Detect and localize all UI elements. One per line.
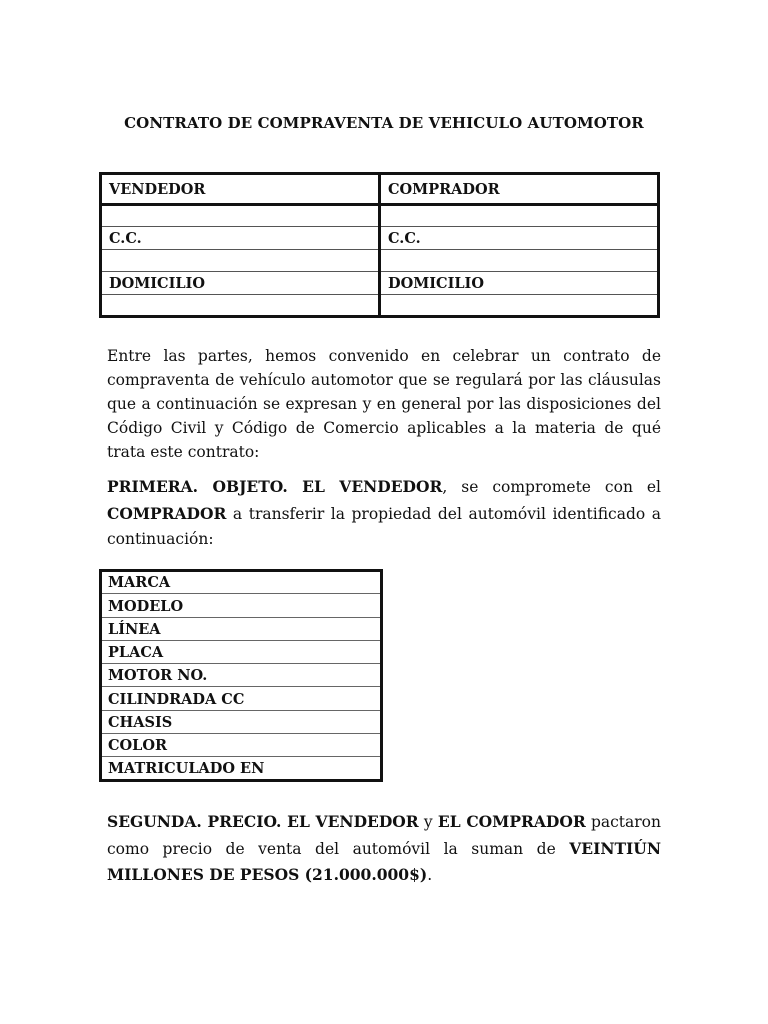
vehicle-field-label: MARCA xyxy=(108,574,171,592)
clause-second xyxy=(107,809,661,889)
vehicle-row xyxy=(101,710,382,733)
clause-second-text-2: pactaron como precio de venta del automóvil la suman de xyxy=(107,813,661,858)
clause-first-text-1: , se compromete con el xyxy=(442,478,661,496)
id-label-row xyxy=(101,227,659,250)
vehicle-table-body xyxy=(101,571,382,781)
vehicle-field-label: CILINDRADA CC xyxy=(101,687,382,710)
parties-table xyxy=(99,172,660,318)
document-title: CONTRATO DE COMPRAVENTA DE VEHICULO AUTOMOTOR xyxy=(124,114,644,132)
clause-first-heading: PRIMERA. OBJETO. EL VENDEDOR xyxy=(107,477,443,496)
seller-name-cell[interactable] xyxy=(101,205,380,227)
vehicle-field-label: MATRICULADO EN xyxy=(101,757,382,780)
intro-paragraph: Entre las partes, hemos convenido en celebrar un contrato de compraventa de vehículo automotor que se regulará por las cláusulas que a continuación se expresan y en general por las disposiciones del Código Civil y Código de Comercio aplicables a la materia de qué trata este contrato: xyxy=(107,347,661,461)
parties-header-row xyxy=(101,174,659,205)
seller-id-label: C.C. xyxy=(101,227,380,250)
buyer-id-label: C.C. xyxy=(380,227,659,250)
buyer-header: COMPRADOR xyxy=(380,174,659,205)
clause-second-text-3: . xyxy=(427,866,433,884)
seller-address-cell[interactable] xyxy=(101,295,380,317)
vehicle-field-label: LÍNEA xyxy=(101,617,382,640)
vehicle-field-label: PLACA xyxy=(101,640,382,663)
vehicle-field-label: CHASIS xyxy=(101,710,382,733)
buyer-address-label: DOMICILIO xyxy=(380,272,659,295)
buyer-address-cell[interactable] xyxy=(380,295,659,317)
vehicle-row xyxy=(101,687,382,710)
clause-second-heading: SEGUNDA. PRECIO. EL VENDEDOR xyxy=(107,812,419,831)
vehicle-field-label: COLOR xyxy=(101,734,382,757)
vehicle-row xyxy=(101,757,382,780)
address-value-row xyxy=(101,295,659,317)
buyer-name-cell[interactable] xyxy=(380,205,659,227)
vehicle-row xyxy=(101,734,382,757)
vehicle-row xyxy=(101,571,382,594)
clause-first-buyer: COMPRADOR xyxy=(107,503,227,523)
seller-id-cell[interactable] xyxy=(101,250,380,272)
vehicle-field-label: MODELO xyxy=(101,594,382,617)
id-value-row xyxy=(101,250,659,272)
vehicle-row xyxy=(101,664,382,687)
vehicle-table xyxy=(99,569,383,782)
clause-first-text-2: a transferir la propiedad del automóvil identificado a continuación: xyxy=(107,504,661,548)
buyer-id-cell[interactable] xyxy=(380,250,659,272)
vehicle-row xyxy=(101,640,382,663)
clause-second-amount: VEINTIÚN MILLONES DE PESOS (21.000.000$) xyxy=(107,838,661,884)
vehicle-row xyxy=(101,617,382,640)
seller-address-label: DOMICILIO xyxy=(101,272,380,295)
seller-buyer-name-row xyxy=(101,205,659,227)
vehicle-field-label: MOTOR NO. xyxy=(101,664,382,687)
clause-second-text-1: y xyxy=(418,813,438,831)
clause-first xyxy=(107,474,661,553)
clause-second-buyer: EL COMPRADOR xyxy=(437,812,586,831)
address-label-row xyxy=(101,272,659,295)
vehicle-row xyxy=(101,594,382,617)
seller-header: VENDEDOR xyxy=(101,174,380,205)
